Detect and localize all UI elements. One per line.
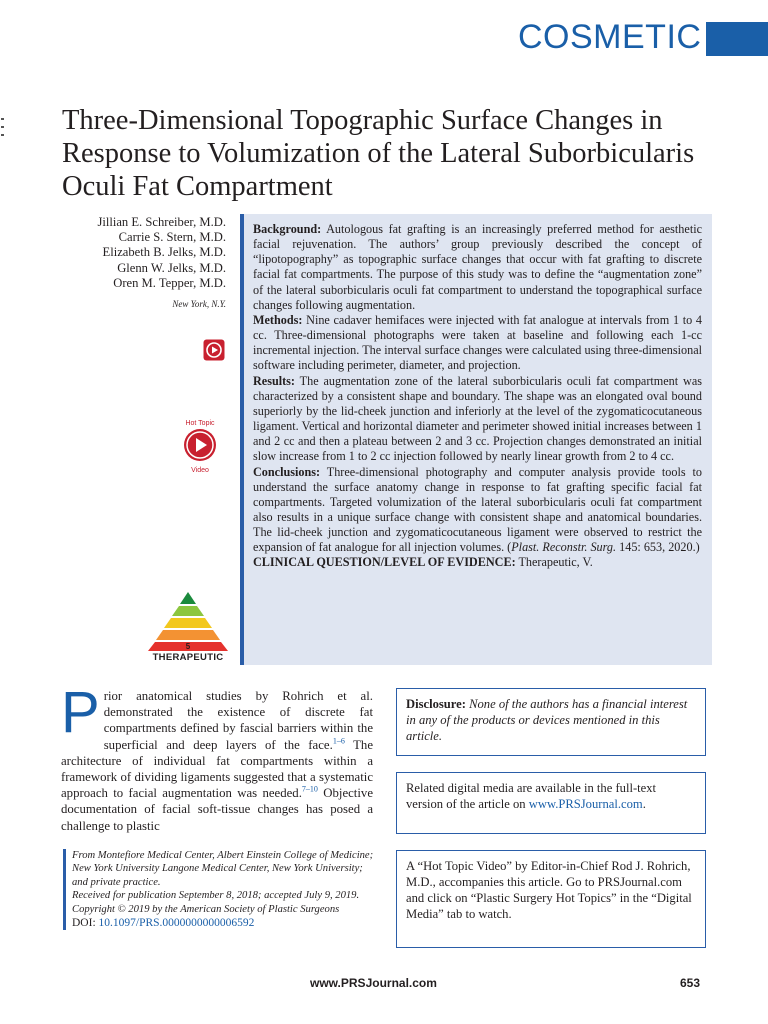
affiliation-block (63, 849, 379, 930)
abstract-conclusions (253, 465, 702, 556)
abstract-background-text: Autologous fat grafting is an increasingly preferred method for aesthetic facial rejuvenation. The authors’ group previously described the concept of “lipotopography” as topographic surface changes that occur with fat grafting to discrete facial fat compartments. The purpose of this study was to define the “augmentation zone” of the lateral suborbicularis oculi fat compartment to understand the topographical surface changes following augmentation. (253, 222, 702, 312)
abstract-methods-label: Methods: (253, 312, 303, 327)
footer-journal-url[interactable]: www.PRSJournal.com (310, 976, 437, 990)
author: Jillian E. Schreiber, M.D. (97, 215, 226, 229)
abstract-box (240, 214, 712, 665)
abstract-results-text: The augmentation zone of the lateral suborbicularis oculi fat compartment was characterized by a consistent shape and boundary. The shape was an elongated oval bound superiorly by the lid-cheek junction and inferiorly at the level of the zygomaticocutaneous ligament. Vertical and horizontal diameter and perimeter showed initial increases between 1 and 2 cc and then a plateau between 2 and 3 cc. Projection changes demonstrated an initial slow increase from 1 to 2 cc injection followed by nearly linear growth from 2 to 4 cc. (253, 373, 702, 464)
citation-tail: 145: 653, 2020.) (619, 540, 700, 555)
author: Glenn W. Jelks, M.D. (117, 260, 226, 275)
hot-topic-video-badge[interactable] (176, 420, 224, 474)
author: Elizabeth B. Jelks, M.D. (102, 245, 226, 260)
page-number: 653 (680, 976, 701, 990)
abstract-conclusions-text: Three-dimensional photography and computer analysis provide tools to understand the surface anatomy change in response to fat grafting specific facial fat compartments. Targeted volumization of the lateral suborbicularis oculi fat compartment also results in a unique surface change with consistent shape and anatomical boundaries. The lid-cheek junction and zygomaticocutaneous ligament were observed to restrict the expansion of fat analogue for all injection volumes. (253, 464, 703, 555)
citation-open: ( (507, 540, 512, 555)
drop-cap: P (61, 680, 100, 745)
abstract-methods-text: Nine cadaver hemifaces were injected with fat analogue at intervals from 1 to 4 cc. Three-dimensional photographs were taken at baseline and following each 1-cc incremental injection. The interval surface changes were calculated using three-dimensional software including perimeter, diameter, and projection. (253, 312, 703, 373)
doi-label: DOI: (72, 917, 96, 930)
section-label-text: COSMETIC (518, 18, 702, 56)
reference-link[interactable]: 1–6 (332, 736, 345, 746)
journal-link[interactable]: www.PRSJournal.com (528, 797, 643, 811)
section-label (518, 16, 701, 58)
evidence-level: 5 (185, 642, 191, 651)
hot-topic-video-box (396, 850, 706, 948)
citation-journal: Plast. Reconstr. Surg. (511, 540, 617, 555)
section-label-bar (706, 22, 768, 56)
abstract-results-label: Results: (253, 373, 295, 388)
abstract-background (253, 222, 702, 313)
hot-topic-video-label: Video (191, 467, 209, 474)
body-part-3: Objective documentation of facial soft-tissue changes has posed a challenge to plastic (61, 786, 373, 833)
hot-topic-play-icon (176, 428, 224, 462)
body-text (61, 680, 373, 834)
hot-topic-label: Hot Topic (185, 420, 215, 427)
play-video-icon[interactable] (203, 339, 225, 361)
video-box-text: A “Hot Topic Video” by Editor-in-Chief Rod J. Rohrich, M.D., accompanies this article. Go to PRSJournal.com and click on “Plastic Surgery Hot Topics” in the “Digital Media” tab to watch. (406, 859, 692, 921)
author-list (30, 215, 226, 312)
disclosure-box (396, 688, 706, 756)
affiliation-text: From Montefiore Medical Center, Albert Einstein College of Medicine; New York University Langone Medical Center, New York University; and private practice. (72, 850, 374, 888)
abstract-results (253, 374, 702, 465)
evidence-pyramid-icon (146, 590, 230, 662)
author: Carrie S. Stern, M.D. (118, 230, 226, 245)
doi-link[interactable]: 10.1097/PRS.0000000000006592 (98, 917, 255, 930)
body-part-1: rior anatomical studies by Rohrich et al. demonstrated the existence of discrete fat compartments defined by fascial barriers within the superficial and deep layers of the face. (103, 689, 373, 752)
body-part-2: The architecture of individual fat compartments within a framework of dividing ligaments suggested that a systematic approach to facial augmentation was needed. (61, 737, 373, 801)
doi-line (72, 917, 379, 930)
digital-media-box (396, 772, 706, 834)
gutter-marks (0, 112, 6, 152)
abstract-conclusions-label: Conclusions: (253, 464, 321, 479)
abstract-background-label: Background: (253, 222, 322, 236)
evidence-text: Therapeutic, V. (518, 555, 593, 570)
author: Oren M. Tepper, M.D. (113, 275, 226, 290)
digital-media-text: Related digital media are available in the full-text version of the article on (406, 781, 657, 811)
abstract-methods (253, 313, 702, 374)
disclosure-text: None of the authors has a financial interest in any of the products or devices mentioned in this article. (406, 697, 688, 743)
received-date: Received for publication September 8, 2018; accepted July 9, 2019. (72, 890, 360, 902)
evidence-type-label: THERAPEUTIC (152, 652, 224, 663)
copyright: Copyright © 2019 by the American Society of Plastic Surgeons (72, 903, 340, 915)
author-location: New York, N.Y. (172, 299, 226, 310)
evidence-label: CLINICAL QUESTION/LEVEL OF EVIDENCE: (253, 555, 516, 570)
abstract-evidence (253, 555, 702, 570)
disclosure-label: Disclosure: (406, 697, 466, 711)
article-title: Three-Dimensional Topographic Surface Changes in Response to Volumization of the Lateral Suborbicularis Oculi Fat Compartment (62, 105, 695, 202)
digital-media-tail: . (642, 797, 646, 811)
reference-link[interactable]: 7–10 (301, 784, 318, 794)
